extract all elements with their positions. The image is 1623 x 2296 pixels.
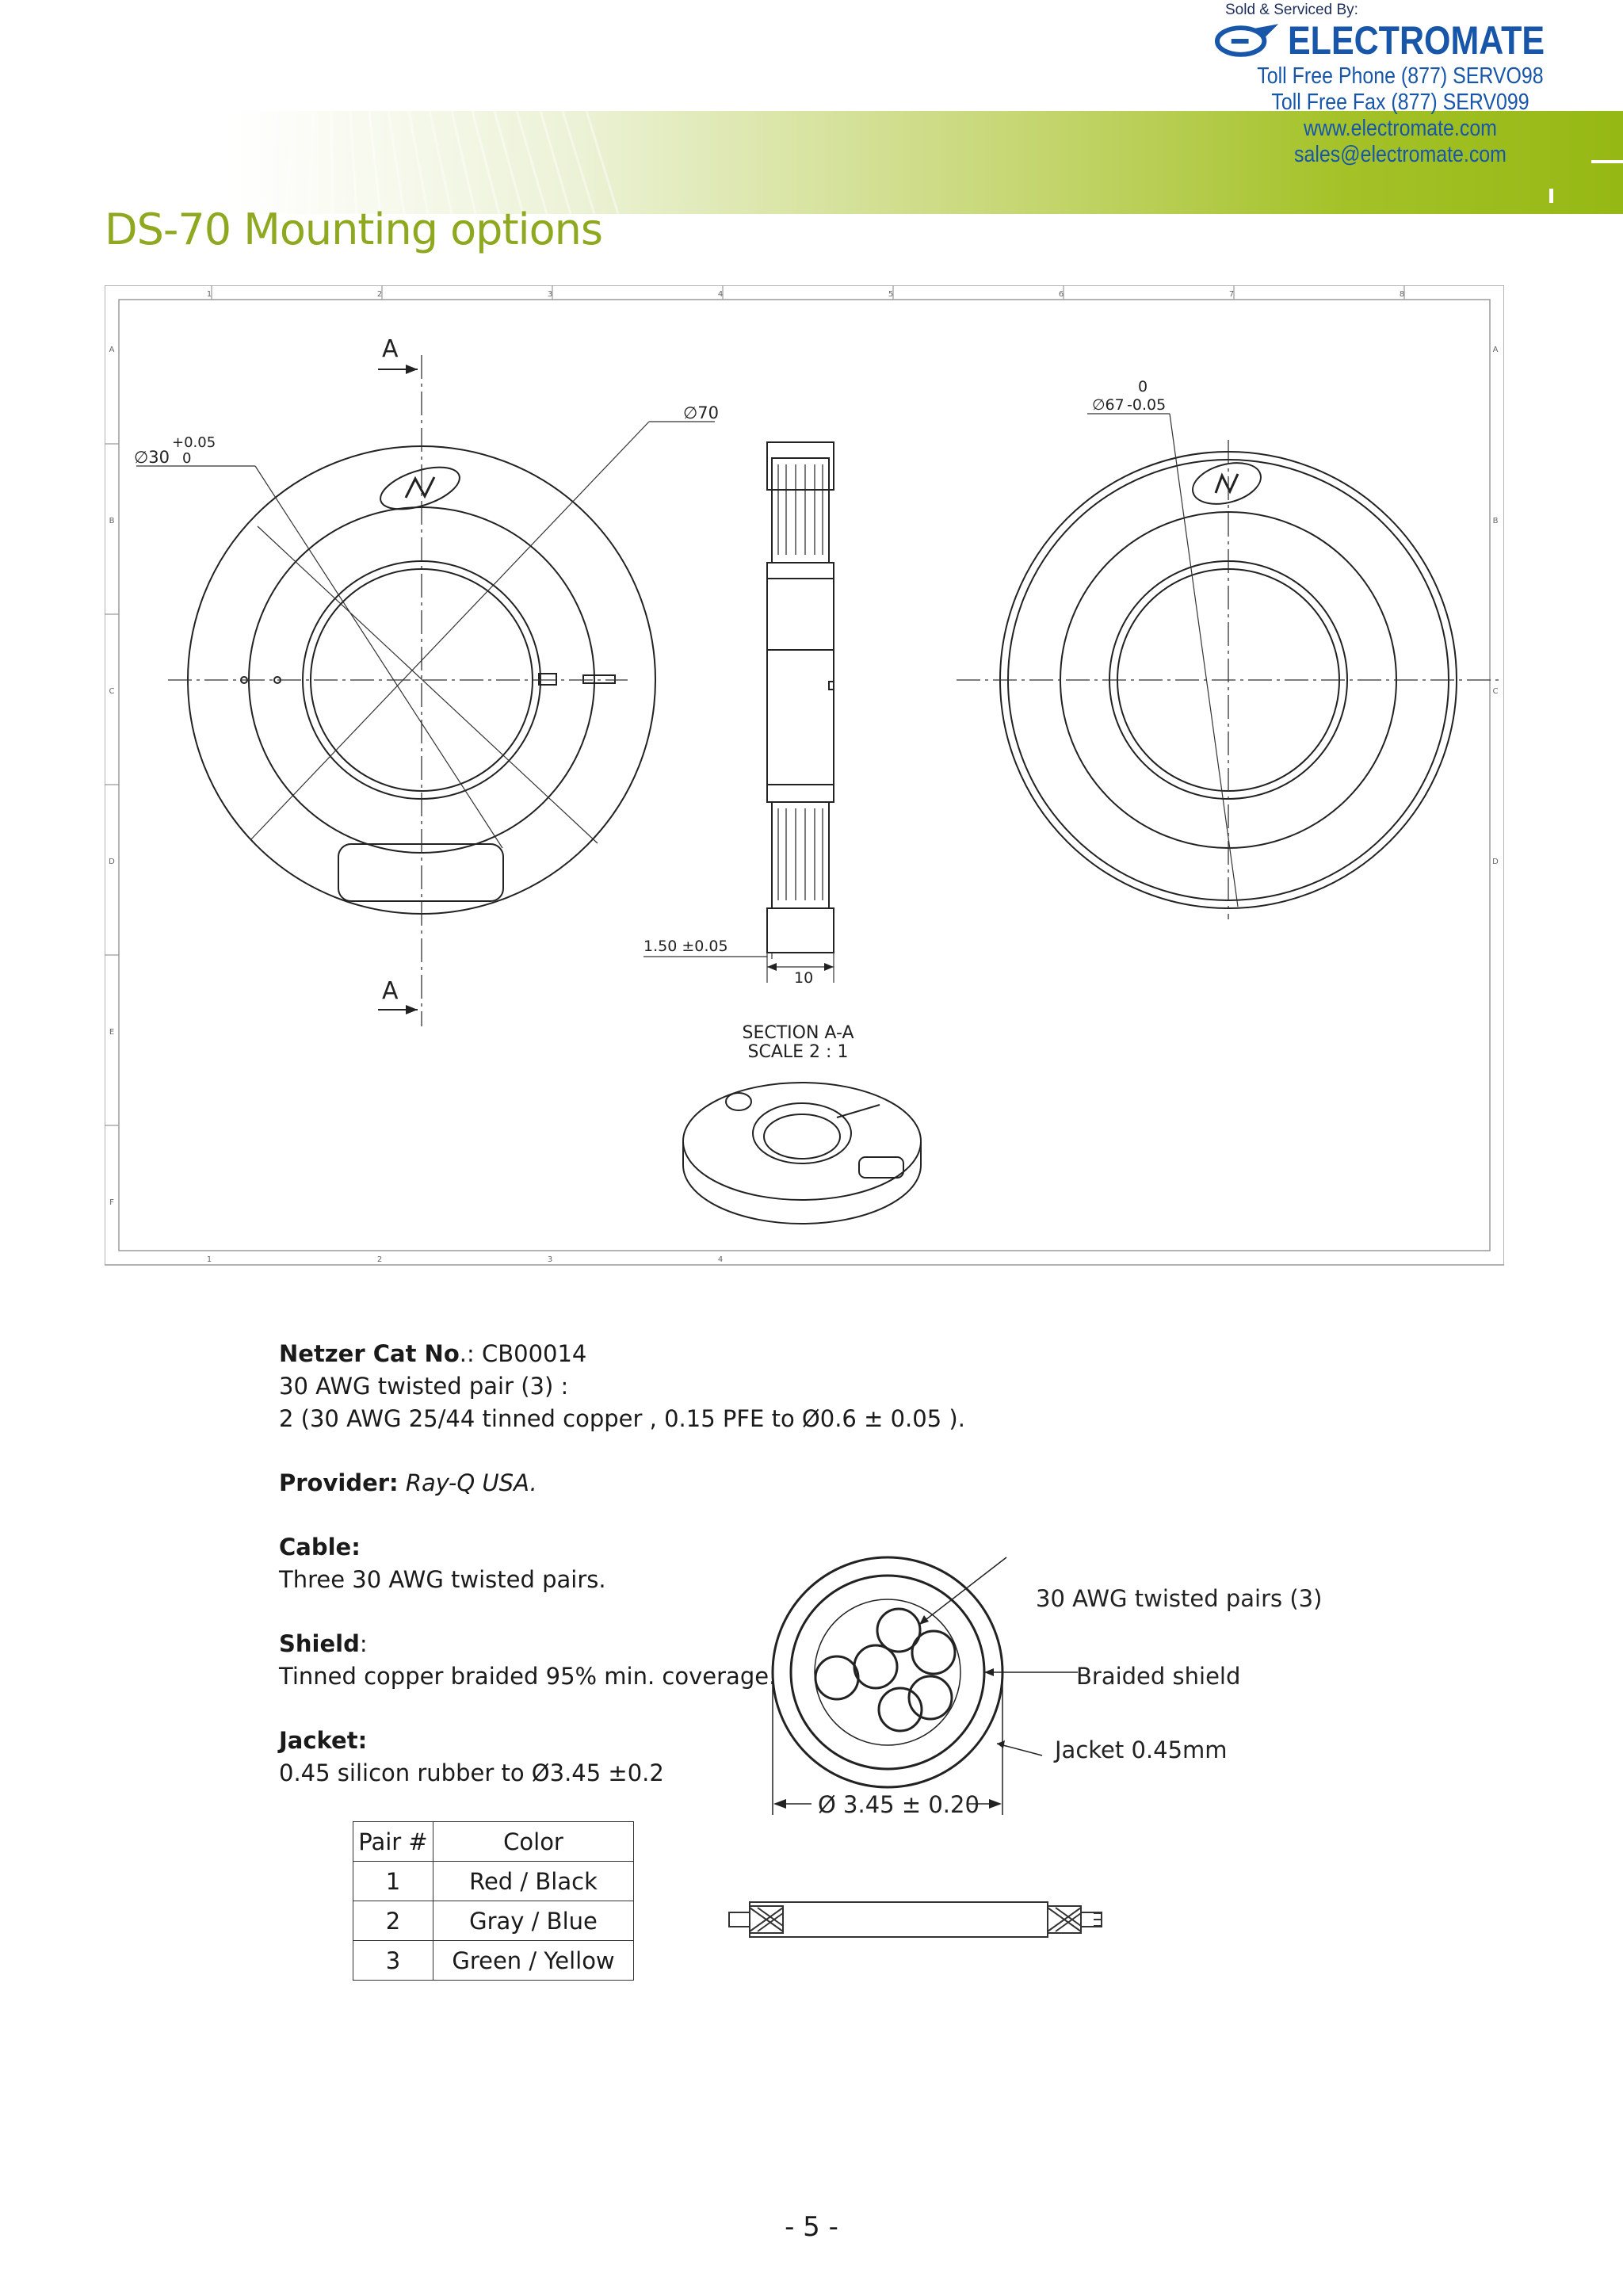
table-row	[353, 1941, 634, 1981]
dim-inner-tol-upper: +0.05	[172, 434, 216, 451]
col-label: 6	[1058, 290, 1064, 299]
cable-diagram	[682, 1553, 1395, 1966]
page-title: DS-70 Mounting options	[105, 204, 603, 254]
dim-inner-tol-lower: 0	[182, 450, 192, 467]
col-label: 4	[717, 1255, 724, 1264]
col-label: 4	[717, 290, 724, 299]
scale-label: SCALE 2 : 1	[747, 1042, 849, 1062]
row-label: E	[109, 1028, 115, 1037]
col-label: 8	[1399, 290, 1405, 299]
col-label: 3	[547, 1255, 553, 1264]
jacket-outline	[773, 1557, 1002, 1787]
section-view	[767, 442, 834, 953]
front-dims	[134, 403, 719, 467]
row-label: D	[109, 858, 115, 866]
dim-inner: ∅30	[134, 448, 170, 467]
table-header: Color	[433, 1822, 634, 1862]
jacket-label: Jacket:	[279, 1727, 368, 1754]
dim-back-tol-lower: -0.05	[1127, 396, 1167, 414]
table-cell: 1	[353, 1862, 433, 1901]
label-jacket: Jacket 0.45mm	[1055, 1736, 1228, 1763]
website-link[interactable]: www.electromate.com	[1304, 116, 1497, 141]
dim-thickness: 1.50 ±0.05	[643, 938, 728, 955]
table-cell: 2	[353, 1901, 433, 1941]
mounting-drawing	[105, 285, 1504, 1268]
sheet-frame	[105, 285, 1504, 1265]
pair-color-table	[353, 1821, 634, 1981]
cable-value: Three 30 AWG twisted pairs.	[279, 1566, 606, 1593]
isometric-view	[683, 1083, 921, 1224]
spec-line-3: 2 (30 AWG 25/44 tinned copper , 0.15 PFE to Ø0.6 ± 0.05 ).	[279, 1405, 965, 1432]
label-twisted-pairs: 30 AWG twisted pairs (3)	[1036, 1585, 1323, 1612]
row-label: A	[1492, 346, 1499, 354]
row-label: B	[109, 517, 115, 525]
col-label: 5	[888, 290, 894, 299]
label-braided-shield: Braided shield	[1076, 1663, 1241, 1690]
cat-value: .: CB00014	[459, 1340, 587, 1367]
section-marker-letter: A	[382, 977, 399, 1005]
provider-label: Provider:	[279, 1469, 399, 1496]
table-cell: Red / Black	[433, 1862, 634, 1901]
shield-label: Shield	[279, 1630, 360, 1657]
dim-outer: ∅70	[683, 403, 720, 422]
col-label: 3	[547, 290, 553, 299]
col-label: 1	[206, 290, 212, 299]
row-label: F	[109, 1198, 114, 1207]
electromate-logo-icon	[1214, 22, 1280, 59]
table-cell: Gray / Blue	[433, 1901, 634, 1941]
phone-text: Toll Free Phone (877) SERVO98	[1257, 63, 1544, 89]
dim-width: 10	[794, 969, 814, 987]
section-label: SECTION A-A	[742, 1023, 854, 1043]
dim-back: ∅67	[1092, 396, 1125, 414]
col-label: 7	[1228, 290, 1235, 299]
row-label: C	[1492, 687, 1499, 696]
row-label: D	[1492, 858, 1499, 866]
section-marker-letter: A	[382, 335, 399, 363]
row-label: B	[1492, 517, 1499, 525]
section-marker-top	[378, 335, 418, 374]
col-label: 1	[206, 1255, 212, 1264]
email-link[interactable]: sales@electromate.com	[1294, 142, 1507, 167]
back-dims	[1092, 378, 1166, 414]
brand-name: ELECTROMATE	[1288, 18, 1545, 63]
dim-cable-diameter: Ø 3.45 ± 0.20	[818, 1791, 980, 1818]
provider-value: Ray-Q USA.	[405, 1469, 537, 1496]
dim-back-tol-upper: 0	[1138, 378, 1148, 395]
cable-side-view	[729, 1902, 1102, 1937]
table-cell: Green / Yellow	[433, 1941, 634, 1981]
col-label: 2	[376, 290, 383, 299]
table-header-row	[353, 1822, 634, 1862]
table-row	[353, 1901, 634, 1941]
shield-colon: :	[359, 1630, 368, 1657]
section-marker-bottom	[378, 977, 418, 1014]
fax-text: Toll Free Fax (877) SERV099	[1271, 90, 1529, 115]
brand-row	[1214, 17, 1587, 63]
table-cell: 3	[353, 1941, 433, 1981]
spec-line-2: 30 AWG twisted pair (3) :	[279, 1373, 569, 1400]
sold-by-text: Sold & Serviced By:	[1225, 2, 1358, 18]
cable-label: Cable:	[279, 1534, 361, 1561]
banner-decoration	[230, 111, 943, 214]
shield-outline	[791, 1576, 984, 1769]
banner-accent-dash	[1591, 160, 1623, 163]
col-label: 2	[376, 1255, 383, 1264]
table-header: Pair #	[353, 1822, 433, 1862]
shield-value: Tinned copper braided 95% min. coverage.	[279, 1663, 777, 1690]
cat-label: Netzer Cat No	[279, 1340, 460, 1367]
row-label: A	[109, 346, 115, 354]
jacket-value: 0.45 silicon rubber to Ø3.45 ±0.2	[279, 1759, 664, 1786]
row-label: C	[109, 687, 115, 696]
table-row	[353, 1862, 634, 1901]
banner-accent-tick	[1549, 189, 1553, 203]
page-number: - 5 -	[785, 2211, 838, 2243]
vendor-block	[1214, 0, 1587, 168]
